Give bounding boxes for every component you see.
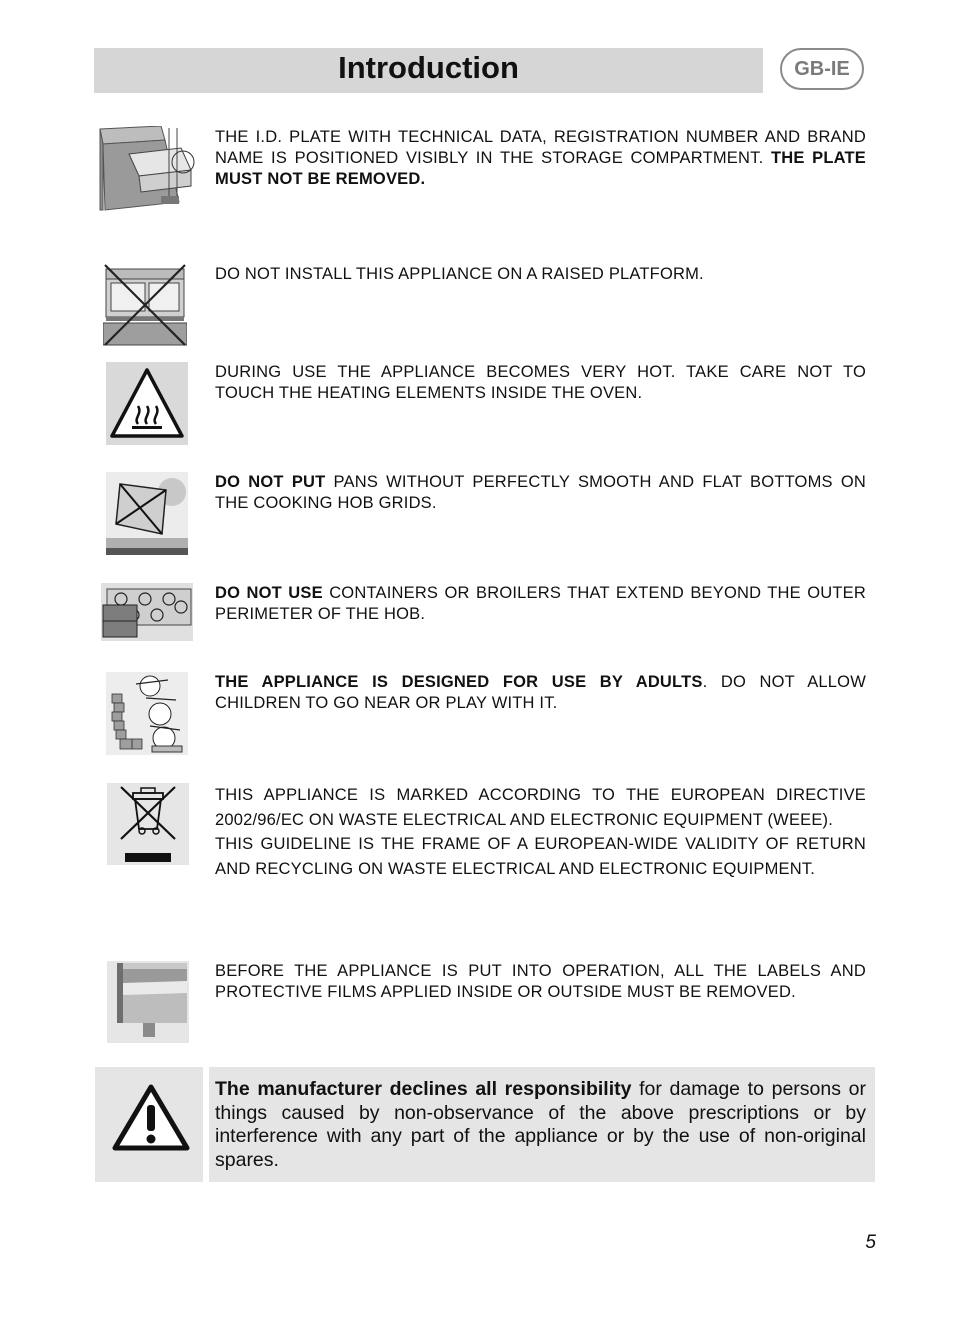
item-id-plate-text: THE I.D. PLATE WITH TECHNICAL DATA, REGISTRATION NUMBER AND BRAND NAME IS POSITIONED VISIBLY IN THE STORAGE COMPARTMENT. THE PLATE MUST NOT BE REMOVED. [215,128,866,188]
page-title: Introduction [338,50,519,85]
weee-crossed-bin-icon [107,783,189,865]
hob-overhang-icon [101,583,193,641]
item-weee-text: THIS APPLIANCE IS MARKED ACCORDING TO THE EUROPEAN DIRECTIVE 2002/96/EC ON WASTE ELECTRICAL AND ELECTRONIC EQUIPMENT (WEEE). THIS GUIDELINE IS THE FRAME OF A EUROPEAN-WIDE VALIDITY OF RETURN AND RECYCLING ON WASTE ELECTRICAL AND ELECTRONIC EQUIPMENT. [215,786,866,878]
no-raised-platform-icon [103,263,187,347]
id-plate-storage-compartment-icon [99,126,195,212]
item-pans-text: DO NOT PUT PANS WITHOUT PERFECTLY SMOOTH AND FLAT BOTTOMS ON THE COOKING HOB GRIDS. [215,473,867,512]
item-protective-film-text: BEFORE THE APPLIANCE IS PUT INTO OPERATION, ALL THE LABELS AND PROTECTIVE FILMS APPLIED INSIDE OR OUTSIDE MUST BE REMOVED. [215,962,866,1001]
item-hot-surface-text: DURING USE THE APPLIANCE BECOMES VERY HOT. TAKE CARE NOT TO TOUCH THE HEATING ELEMENTS INSIDE THE OVEN. [215,363,866,402]
item-children-text: THE APPLIANCE IS DESIGNED FOR USE BY ADULTS. DO NOT ALLOW CHILDREN TO GO NEAR OR PLAY WITH IT. [215,673,866,712]
warning-triangle-icon [110,1081,192,1153]
hot-surface-warning-icon [106,362,188,445]
item-hob-text: DO NOT USE CONTAINERS OR BROILERS THAT EXTEND BEYOND THE OUTER PERIMETER OF THE HOB. [215,584,866,623]
item-raised-platform-text: DO NOT INSTALL THIS APPLIANCE ON A RAISED PLATFORM. [215,265,704,283]
protective-film-icon [107,961,189,1043]
children-warning-icon [106,672,188,755]
language-badge: GB-IE [780,48,864,90]
disclaimer-text: The manufacturer declines all responsibility for damage to persons or things caused by non-observance of the above prescriptions or by interference with any part of the appliance or by the use of non-original spares. [215,1078,866,1171]
no-uneven-pan-icon [106,472,188,555]
page-number: 5 [865,1232,876,1253]
